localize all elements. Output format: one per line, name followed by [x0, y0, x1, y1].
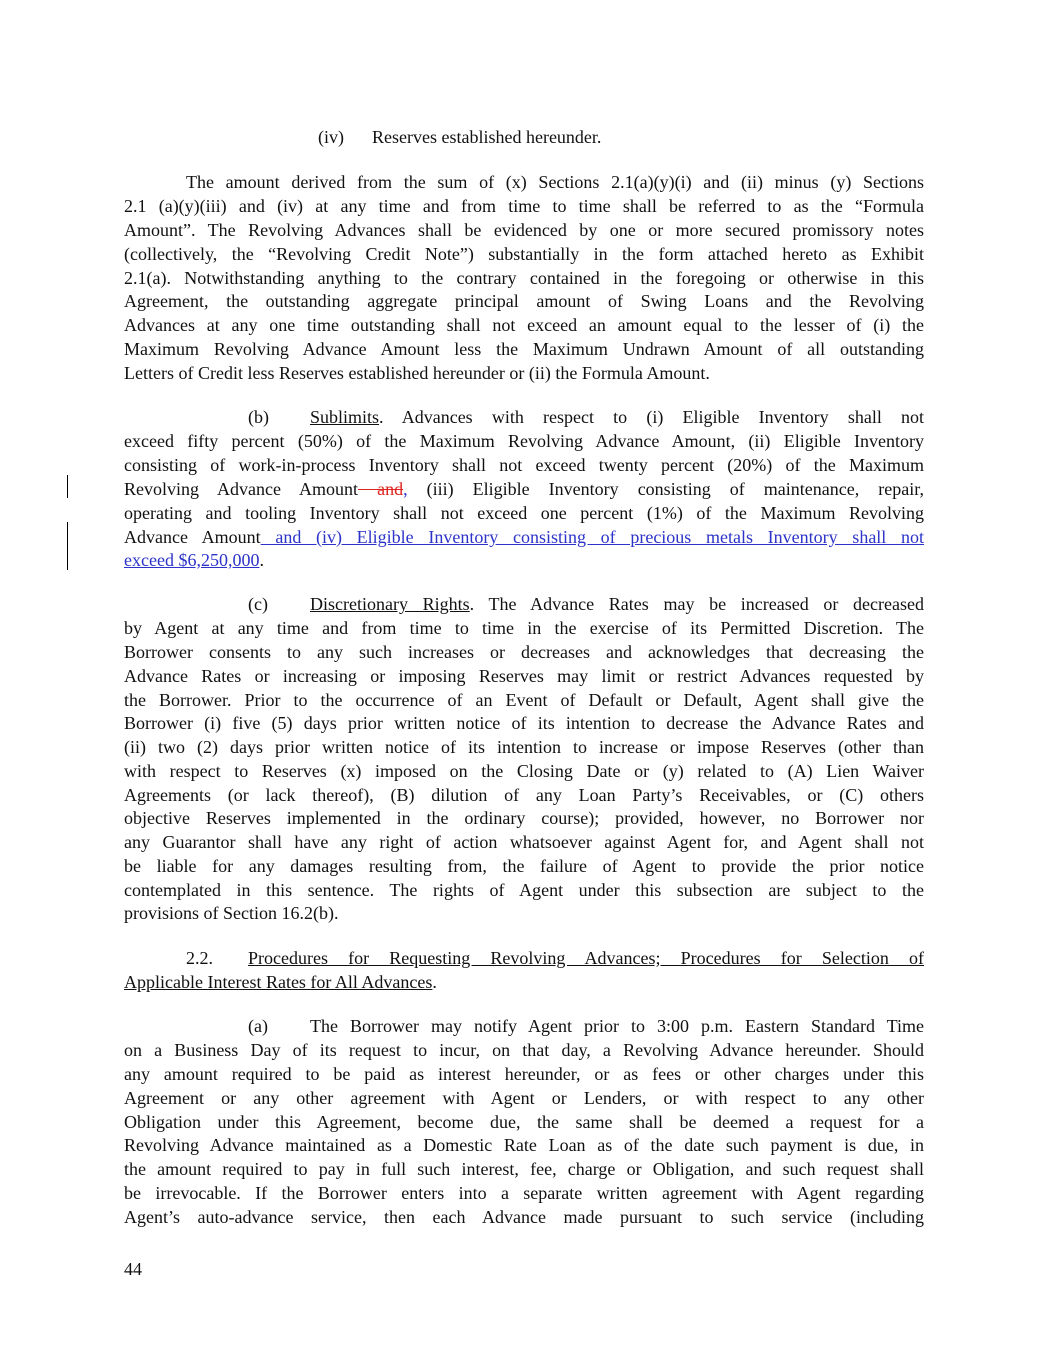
section-2-2-punct: . [432, 972, 437, 992]
sublimits-number: (b) [248, 407, 269, 427]
item-iv-text: Reserves established hereunder. [372, 127, 602, 147]
section-2-2-title: Procedures for Requesting Revolving Advances; Procedures for Selection of [248, 948, 924, 968]
discretionary-rights-line: the Borrower. Prior to the occurrence of an Event of Default or Default, Agent shall give the [124, 690, 924, 710]
item-iv-number: (iv) [318, 127, 344, 147]
discretionary-rights-line: (ii) two (2) days prior written notice of its intention to increase or impose Reserves (other than [124, 737, 924, 757]
subsection-a-line: Revolving Advance maintained as a Domestic Rate Loan as of the date such payment is due, in [124, 1135, 924, 1155]
sublimits-text: . Advances with respect to (i) Eligible Inventory shall not [379, 407, 924, 427]
formula-paragraph-line: Agreement, the outstanding aggregate principal amount of Swing Loans and the Revolving [124, 291, 924, 311]
section-2-2-title: Applicable Interest Rates for All Advances [124, 972, 433, 992]
discretionary-rights-line [248, 592, 924, 616]
subsection-a-line: be irrevocable. If the Borrower enters into a separate written agreement with Agent regarding [124, 1183, 924, 1203]
page-number: 44 [124, 1259, 142, 1279]
section-2-2-heading [124, 970, 924, 994]
sublimits-text: (iii) Eligible Inventory consisting of maintenance, repair, [407, 479, 924, 499]
discretionary-rights-line: be liable for any damages resulting from, the failure of Agent to provide the prior notice [124, 856, 924, 876]
sublimits-line [124, 525, 924, 549]
formula-paragraph-line: Maximum Revolving Advance Amount less the Maximum Undrawn Amount of all outstanding [124, 339, 924, 359]
formula-paragraph-line: 2.1(a). Notwithstanding anything to the contrary contained in the foregoing or otherwise in this [124, 268, 924, 288]
subsection-a-line: Obligation under this Agreement, become due, the same shall be deemed a request for a [124, 1112, 924, 1132]
formula-paragraph-line: Advances at any one time outstanding shall not exceed an amount equal to the lesser of (i) the [124, 315, 924, 335]
sublimits-line: exceed fifty percent (50%) of the Maximum Revolving Advance Amount, (ii) Eligible Inventory [124, 431, 924, 451]
sublimits-text: Revolving Advance Amount [124, 479, 359, 499]
change-bar [67, 522, 68, 570]
tracked-insertion: and (iv) Eligible Inventory consisting of precious metals Inventory shall not [260, 527, 924, 547]
sublimits-line [124, 548, 924, 572]
discretionary-rights-line: Borrower consents to any such increases or decreases and acknowledges that decreasing the [124, 642, 924, 662]
formula-paragraph-line: (collectively, the “Revolving Credit Note”) substantially in the form attached hereto as Exhibit [124, 244, 924, 264]
subsection-a-number: (a) [248, 1016, 268, 1036]
tracked-insertion: exceed $6,250,000 [124, 550, 260, 570]
sublimits-line: operating and tooling Inventory shall not exceed one percent (1%) of the Maximum Revolving [124, 503, 924, 523]
discretionary-rights-line: objective Reserves implemented in the ordinary course); provided, however, no Borrower nor [124, 808, 924, 828]
subsection-a-line: any amount required to be paid as interest hereunder, or as fees or other charges under this [124, 1064, 924, 1084]
section-2-2-heading [186, 946, 924, 970]
discretionary-rights-line: by Agent at any time and from time to time in the exercise of its Permitted Discretion. The [124, 618, 924, 638]
sublimits-text: . [259, 550, 264, 570]
tracked-deletion: and [358, 479, 404, 499]
discretionary-rights-line: Advance Rates or increasing or imposing Reserves may limit or restrict Advances requested by [124, 666, 924, 686]
discretionary-rights-line: contemplated in this sentence. The rights of Agent under this subsection are subject to the [124, 880, 924, 900]
discretionary-rights-line: with respect to Reserves (x) imposed on the Closing Date or (y) related to (A) Lien Waiver [124, 761, 924, 781]
formula-paragraph-line: 2.1 (a)(y)(iii) and (iv) at any time and from time to time shall be referred to as the “Formula [124, 196, 924, 216]
sublimits-heading: Sublimits [310, 407, 380, 427]
discretionary-rights-line: Borrower (i) five (5) days prior written notice of its intention to decrease the Advance Rates and [124, 713, 924, 733]
subsection-a-line: Agreement or any other agreement with Agent or Lenders, or with respect to any other [124, 1088, 924, 1108]
sublimits-line: consisting of work-in-process Inventory shall not exceed twenty percent (20%) of the Maximum [124, 455, 924, 475]
discretionary-rights-text: . The Advance Rates may be increased or decreased [469, 594, 925, 614]
discretionary-rights-number: (c) [248, 594, 268, 614]
tracked-insertion: , [403, 479, 408, 499]
discretionary-rights-line: Agreements (or lack thereof), (B) dilution of any Loan Party’s Receivables, or (C) others [124, 785, 924, 805]
subsection-a-line: on a Business Day of its request to incur, on that day, a Revolving Advance hereunder. Should [124, 1040, 924, 1060]
subsection-a-line [248, 1014, 924, 1038]
subsection-a-line: Agent’s auto-advance service, then each Advance made pursuant to such service (including [124, 1207, 924, 1227]
formula-paragraph-line: Amount”. The Revolving Advances shall be evidenced by one or more secured promissory notes [124, 220, 924, 240]
formula-paragraph-line: The amount derived from the sum of (x) Sections 2.1(a)(y)(i) and (ii) minus (y) Sections [186, 172, 924, 192]
discretionary-rights-line: any Guarantor shall have any right of action whatsoever against Agent for, and Agent shall not [124, 832, 924, 852]
discretionary-rights-heading: Discretionary Rights [310, 594, 470, 614]
discretionary-rights-line: provisions of Section 16.2(b). [124, 903, 339, 923]
change-bar [67, 475, 68, 498]
sublimits-line [124, 477, 924, 501]
formula-paragraph-line: Letters of Credit less Reserves established hereunder or (ii) the Formula Amount. [124, 363, 710, 383]
item-iv [318, 125, 918, 149]
subsection-a-text: The Borrower may notify Agent prior to 3:00 p.m. Eastern Standard Time [310, 1016, 924, 1036]
subsection-a-line: the amount required to pay in full such interest, fee, charge or Obligation, and such request shall [124, 1159, 924, 1179]
sublimits-line [248, 405, 924, 429]
section-2-2-number: 2.2. [186, 948, 213, 968]
sublimits-text: Advance Amount [124, 527, 261, 547]
